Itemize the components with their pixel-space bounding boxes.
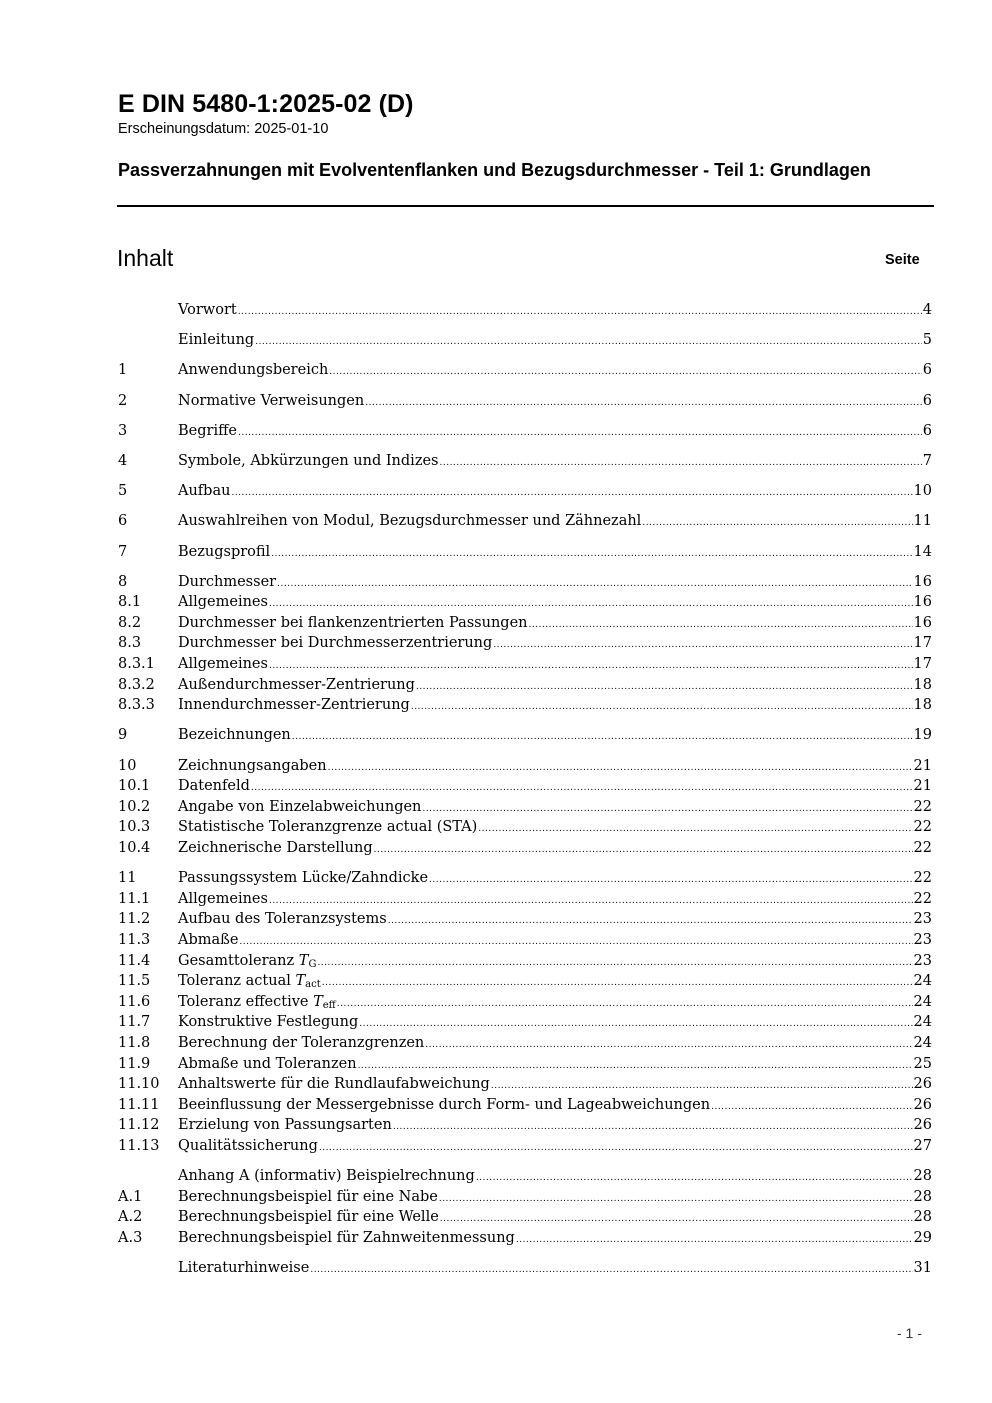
toc-entry-page: 16 bbox=[913, 594, 932, 611]
toc-dot-leader bbox=[238, 421, 922, 442]
toc-entry-title: Anhaltswerte für die Rundlaufabweichung bbox=[178, 1076, 490, 1093]
toc-entry-number: 8.3.2 bbox=[118, 676, 155, 693]
toc-entry-symbol: T bbox=[298, 952, 309, 969]
toc-entry-title: Innendurchmesser-Zentrierung bbox=[178, 697, 410, 714]
toc-entry-title: Aufbau des Toleranzsystems bbox=[178, 911, 387, 928]
toc-entry-number: 7 bbox=[118, 543, 128, 560]
toc-entry-page: 6 bbox=[922, 392, 932, 409]
table-of-contents bbox=[118, 300, 932, 1279]
toc-entry-number: 8.3.3 bbox=[118, 697, 155, 714]
toc-entry-number: 8.3 bbox=[118, 635, 142, 652]
toc-entry-number: 8.3.1 bbox=[118, 656, 155, 673]
toc-entry-number: 11.9 bbox=[118, 1055, 151, 1072]
toc-entry-number: 11.2 bbox=[118, 911, 151, 928]
toc-entry-page: 11 bbox=[913, 513, 932, 530]
toc-entry-page: 26 bbox=[913, 1117, 932, 1134]
toc-entry-number: 11.3 bbox=[118, 931, 151, 948]
toc-entry[interactable] bbox=[118, 1166, 932, 1187]
toc-entry-title: Begriffe bbox=[178, 422, 237, 439]
toc-entry-title: Normative Verweisungen bbox=[178, 392, 365, 409]
toc-dot-leader bbox=[439, 1187, 913, 1208]
toc-dot-leader bbox=[292, 725, 913, 746]
toc-entry-page: 16 bbox=[913, 573, 932, 590]
toc-entry-title: Zeichnungsangaben bbox=[178, 757, 327, 774]
toc-entry[interactable] bbox=[118, 421, 932, 442]
toc-entry-title: Auswahlreihen von Modul, Bezugsdurchmesser und Zähnezahl bbox=[178, 513, 642, 530]
toc-entry-number: 4 bbox=[118, 452, 128, 469]
toc-dot-leader bbox=[238, 300, 922, 321]
toc-dot-leader bbox=[269, 889, 913, 910]
toc-entry-number: 2 bbox=[118, 392, 128, 409]
document-id: E DIN 5480-1:2025-02 (D) bbox=[118, 90, 414, 118]
toc-entry-page: 31 bbox=[913, 1260, 932, 1277]
toc-dot-leader bbox=[322, 971, 913, 992]
toc-dot-leader bbox=[319, 1136, 913, 1157]
title-divider bbox=[117, 205, 934, 207]
toc-entry-title: Berechnungsbeispiel für eine Welle bbox=[178, 1209, 439, 1226]
toc-entry-page: 17 bbox=[913, 656, 932, 673]
toc-entry-title: Allgemeines bbox=[178, 594, 268, 611]
toc-entry-number: 10.2 bbox=[118, 798, 151, 815]
toc-entry-title: Durchmesser bei flankenzentrierten Passungen bbox=[178, 614, 528, 631]
toc-entry[interactable] bbox=[118, 797, 932, 818]
toc-entry-page: 16 bbox=[913, 614, 932, 631]
toc-entry-number: 10.1 bbox=[118, 778, 151, 795]
toc-dot-leader bbox=[711, 1095, 912, 1116]
toc-entry-page: 22 bbox=[913, 798, 932, 815]
toc-entry-title: Literaturhinweise bbox=[178, 1260, 310, 1277]
toc-entry-symbol-subscript: eff bbox=[322, 999, 336, 1011]
toc-entry-title: Bezugsprofil bbox=[178, 543, 271, 560]
toc-entry-number: 1 bbox=[118, 362, 128, 379]
toc-entry[interactable] bbox=[118, 1095, 932, 1116]
toc-entry-number: 8.1 bbox=[118, 594, 142, 611]
toc-entry-page: 26 bbox=[913, 1096, 932, 1113]
toc-entry-number: 3 bbox=[118, 422, 128, 439]
toc-entry-page: 28 bbox=[913, 1209, 932, 1226]
toc-dot-leader bbox=[277, 572, 912, 593]
toc-entry[interactable] bbox=[118, 613, 932, 634]
toc-dot-leader bbox=[310, 1258, 912, 1279]
toc-entry-page: 18 bbox=[913, 676, 932, 693]
toc-entry-page: 25 bbox=[913, 1055, 932, 1072]
toc-entry-symbol: T bbox=[295, 973, 306, 990]
toc-dot-leader bbox=[491, 1074, 913, 1095]
toc-entry-page: 22 bbox=[913, 870, 932, 887]
toc-entry-page: 21 bbox=[913, 757, 932, 774]
toc-dot-leader bbox=[337, 992, 913, 1013]
document-title: Passverzahnungen mit Evolventenflanken und Bezugsdurchmesser - Teil 1: Grundlagen bbox=[118, 160, 871, 180]
toc-entry-page: 24 bbox=[913, 993, 932, 1010]
toc-entry[interactable] bbox=[118, 1074, 932, 1095]
toc-entry[interactable] bbox=[118, 542, 932, 563]
toc-entry-page: 10 bbox=[913, 483, 932, 500]
toc-dot-leader bbox=[255, 330, 922, 351]
toc-entry[interactable] bbox=[118, 1228, 932, 1249]
toc-entry[interactable] bbox=[118, 817, 932, 838]
toc-entry[interactable] bbox=[118, 776, 932, 797]
toc-entry-number: 11.10 bbox=[118, 1076, 160, 1093]
toc-entry[interactable] bbox=[118, 971, 932, 992]
toc-entry-page: 5 bbox=[922, 332, 932, 349]
toc-page-column-label: Seite bbox=[885, 252, 920, 268]
toc-entry-symbol-subscript: G bbox=[308, 958, 317, 970]
toc-entry-page: 4 bbox=[922, 302, 932, 318]
toc-dot-leader bbox=[239, 930, 912, 951]
toc-entry[interactable] bbox=[118, 725, 932, 746]
toc-dot-leader bbox=[269, 592, 913, 613]
toc-dot-leader bbox=[478, 817, 912, 838]
toc-dot-leader bbox=[440, 1207, 913, 1228]
toc-entry[interactable] bbox=[118, 481, 932, 502]
toc-dot-leader bbox=[359, 1012, 912, 1033]
toc-dot-leader bbox=[429, 868, 913, 889]
toc-entry-title: Abmaße und Toleranzen bbox=[178, 1055, 357, 1072]
toc-entry-page: 14 bbox=[913, 543, 932, 560]
toc-entry-number: 11.6 bbox=[118, 993, 151, 1010]
toc-entry-page: 22 bbox=[913, 819, 932, 836]
toc-entry-title: Anwendungsbereich bbox=[178, 362, 329, 379]
toc-entry-title: Berechnungsbeispiel für eine Nabe bbox=[178, 1188, 438, 1205]
toc-entry-number: 11.1 bbox=[118, 890, 151, 907]
toc-entry-number: 11.12 bbox=[118, 1117, 160, 1134]
toc-entry-number: 10 bbox=[118, 757, 137, 774]
toc-entry-number: 10.4 bbox=[118, 840, 151, 856]
toc-entry[interactable] bbox=[118, 451, 932, 472]
toc-entry-number: 11.13 bbox=[118, 1137, 160, 1154]
toc-entry-page: 28 bbox=[913, 1168, 932, 1185]
toc-entry[interactable] bbox=[118, 675, 932, 696]
toc-dot-leader bbox=[329, 360, 921, 381]
toc-entry-page: 6 bbox=[922, 362, 932, 379]
toc-entry[interactable] bbox=[118, 1033, 932, 1054]
toc-dot-leader bbox=[269, 654, 913, 675]
toc-dot-leader bbox=[493, 633, 912, 654]
toc-entry-title: Angabe von Einzelabweichungen bbox=[178, 798, 422, 815]
toc-dot-leader bbox=[358, 1054, 913, 1075]
toc-entry-page: 29 bbox=[913, 1229, 932, 1246]
toc-entry-number: 11.7 bbox=[118, 1014, 151, 1031]
toc-entry[interactable] bbox=[118, 633, 932, 654]
page-number: - 1 - bbox=[897, 1325, 922, 1341]
toc-entry-symbol-subscript: act bbox=[305, 979, 321, 991]
toc-entry[interactable] bbox=[118, 1187, 932, 1208]
toc-entry[interactable] bbox=[118, 909, 932, 930]
toc-entry-number: 11.8 bbox=[118, 1034, 151, 1051]
toc-entry[interactable] bbox=[118, 930, 932, 951]
toc-entry-number: 11 bbox=[118, 870, 137, 887]
toc-entry-page: 6 bbox=[922, 422, 932, 439]
toc-entry-title: Konstruktive Festlegung bbox=[178, 1014, 359, 1031]
toc-dot-leader bbox=[642, 511, 912, 532]
toc-entry-title: Erzielung von Passungsarten bbox=[178, 1117, 392, 1134]
toc-entry-title: Beeinflussung der Messergebnisse durch Form- und Lageabweichungen bbox=[178, 1096, 711, 1113]
toc-dot-leader bbox=[271, 542, 912, 563]
toc-entry-title: Einleitung bbox=[178, 332, 255, 349]
toc-entry-number: 11.5 bbox=[118, 973, 151, 990]
toc-entry-number: 10.3 bbox=[118, 819, 151, 836]
toc-entry-title: Abmaße bbox=[178, 931, 239, 948]
toc-entry-title: Aufbau bbox=[178, 483, 231, 500]
toc-entry[interactable] bbox=[118, 1136, 932, 1157]
toc-dot-leader bbox=[529, 613, 913, 634]
toc-entry-page: 23 bbox=[913, 911, 932, 928]
toc-entry-page: 22 bbox=[913, 890, 932, 907]
toc-entry-title: Durchmesser bei Durchmesserzentrierung bbox=[178, 635, 493, 652]
toc-dot-leader bbox=[422, 797, 912, 818]
toc-entry[interactable] bbox=[118, 360, 932, 381]
toc-dot-leader bbox=[416, 675, 913, 696]
toc-entry[interactable] bbox=[118, 1115, 932, 1136]
toc-dot-leader bbox=[231, 481, 912, 502]
toc-entry-title: Statistische Toleranzgrenze actual (STA) bbox=[178, 819, 478, 836]
toc-entry-number: 8.2 bbox=[118, 614, 142, 631]
toc-entry-title: Allgemeines bbox=[178, 656, 268, 673]
toc-entry-title: Toleranz effective $T_{eff}$ bbox=[178, 993, 336, 1011]
toc-entry-title: Datenfeld bbox=[178, 778, 250, 795]
toc-entry-page: 23 bbox=[913, 931, 932, 948]
toc-entry-number: 11.4 bbox=[118, 952, 151, 969]
toc-entry-page: 27 bbox=[913, 1137, 932, 1154]
toc-entry[interactable] bbox=[118, 572, 932, 593]
toc-entry-title: Passungssystem Lücke/Zahndicke bbox=[178, 870, 429, 887]
toc-entry-number: 9 bbox=[118, 727, 128, 744]
toc-entry-title: Durchmesser bbox=[178, 573, 277, 590]
toc-dot-leader bbox=[476, 1166, 913, 1187]
toc-entry-page: 22 bbox=[913, 840, 932, 856]
toc-entry[interactable] bbox=[118, 992, 932, 1013]
toc-entry-page: 23 bbox=[913, 952, 932, 969]
toc-dot-leader bbox=[393, 1115, 913, 1136]
toc-entry[interactable] bbox=[118, 1207, 932, 1228]
toc-entry[interactable] bbox=[118, 889, 932, 910]
toc-entry-page: 18 bbox=[913, 697, 932, 714]
toc-dot-leader bbox=[374, 838, 913, 859]
toc-entry-page: 24 bbox=[913, 1034, 932, 1051]
toc-dot-leader bbox=[439, 451, 921, 472]
toc-entry[interactable] bbox=[118, 1054, 932, 1075]
toc-entry[interactable] bbox=[118, 868, 932, 889]
toc-entry-title: Qualitätssicherung bbox=[178, 1137, 318, 1154]
toc-entry[interactable] bbox=[118, 1258, 932, 1279]
toc-dot-leader bbox=[388, 909, 913, 930]
toc-dot-leader bbox=[411, 695, 913, 716]
toc-entry-page: 24 bbox=[913, 973, 932, 990]
toc-entry-title: Bezeichnungen bbox=[178, 727, 291, 744]
toc-entry[interactable] bbox=[118, 330, 932, 351]
toc-entry-title: Gesamttoleranz $T_G$ bbox=[178, 952, 317, 970]
toc-dot-leader bbox=[328, 756, 913, 777]
toc-entry[interactable] bbox=[118, 592, 932, 613]
toc-entry-title: Vorwort bbox=[178, 302, 237, 318]
toc-entry-title: Anhang A (informativ) Beispielrechnung bbox=[178, 1168, 475, 1185]
toc-entry-number: 8 bbox=[118, 573, 128, 590]
toc-entry-page: 21 bbox=[913, 778, 932, 795]
toc-entry[interactable] bbox=[118, 951, 932, 972]
toc-entry-page: 7 bbox=[922, 452, 932, 469]
toc-entry-title: Allgemeines bbox=[178, 890, 268, 907]
toc-dot-leader bbox=[251, 776, 913, 797]
toc-entry-page: 19 bbox=[913, 727, 932, 744]
toc-entry-page: 24 bbox=[913, 1014, 932, 1031]
toc-entry-number: A.2 bbox=[118, 1209, 143, 1226]
toc-dot-leader bbox=[365, 391, 922, 412]
toc-entry-number: 5 bbox=[118, 483, 128, 500]
toc-dot-leader bbox=[317, 951, 912, 972]
toc-entry[interactable] bbox=[118, 838, 932, 859]
toc-entry[interactable] bbox=[118, 300, 932, 321]
toc-entry[interactable] bbox=[118, 1012, 932, 1033]
toc-entry-number: A.3 bbox=[118, 1229, 143, 1246]
toc-entry[interactable] bbox=[118, 756, 932, 777]
toc-entry-page: 28 bbox=[913, 1188, 932, 1205]
toc-entry-number: 6 bbox=[118, 513, 128, 530]
toc-entry[interactable] bbox=[118, 695, 932, 716]
toc-dot-leader bbox=[425, 1033, 912, 1054]
toc-entry[interactable] bbox=[118, 391, 932, 412]
toc-entry-title: Toleranz actual $T_{act}$ bbox=[178, 973, 321, 991]
toc-entry-number: A.1 bbox=[118, 1188, 143, 1205]
toc-entry-title: Außendurchmesser-Zentrierung bbox=[178, 676, 415, 693]
toc-entry[interactable] bbox=[118, 654, 932, 675]
toc-entry-symbol: T bbox=[313, 993, 323, 1010]
toc-entry-title: Berechnungsbeispiel für Zahnweitenmessung bbox=[178, 1229, 515, 1246]
toc-entry-page: 26 bbox=[913, 1076, 932, 1093]
toc-entry[interactable] bbox=[118, 511, 932, 532]
publication-date: Erscheinungsdatum: 2025-01-10 bbox=[118, 121, 329, 137]
toc-entry-page: 17 bbox=[913, 635, 932, 652]
toc-entry-number: 11.11 bbox=[118, 1096, 160, 1113]
toc-dot-leader bbox=[516, 1228, 913, 1249]
toc-entry-title: Zeichnerische Darstellung bbox=[178, 840, 373, 856]
toc-entry-title: Berechnung der Toleranzgrenzen bbox=[178, 1034, 425, 1051]
toc-heading: Inhalt bbox=[117, 245, 174, 271]
toc-entry-title: Symbole, Abkürzungen und Indizes bbox=[178, 452, 439, 469]
